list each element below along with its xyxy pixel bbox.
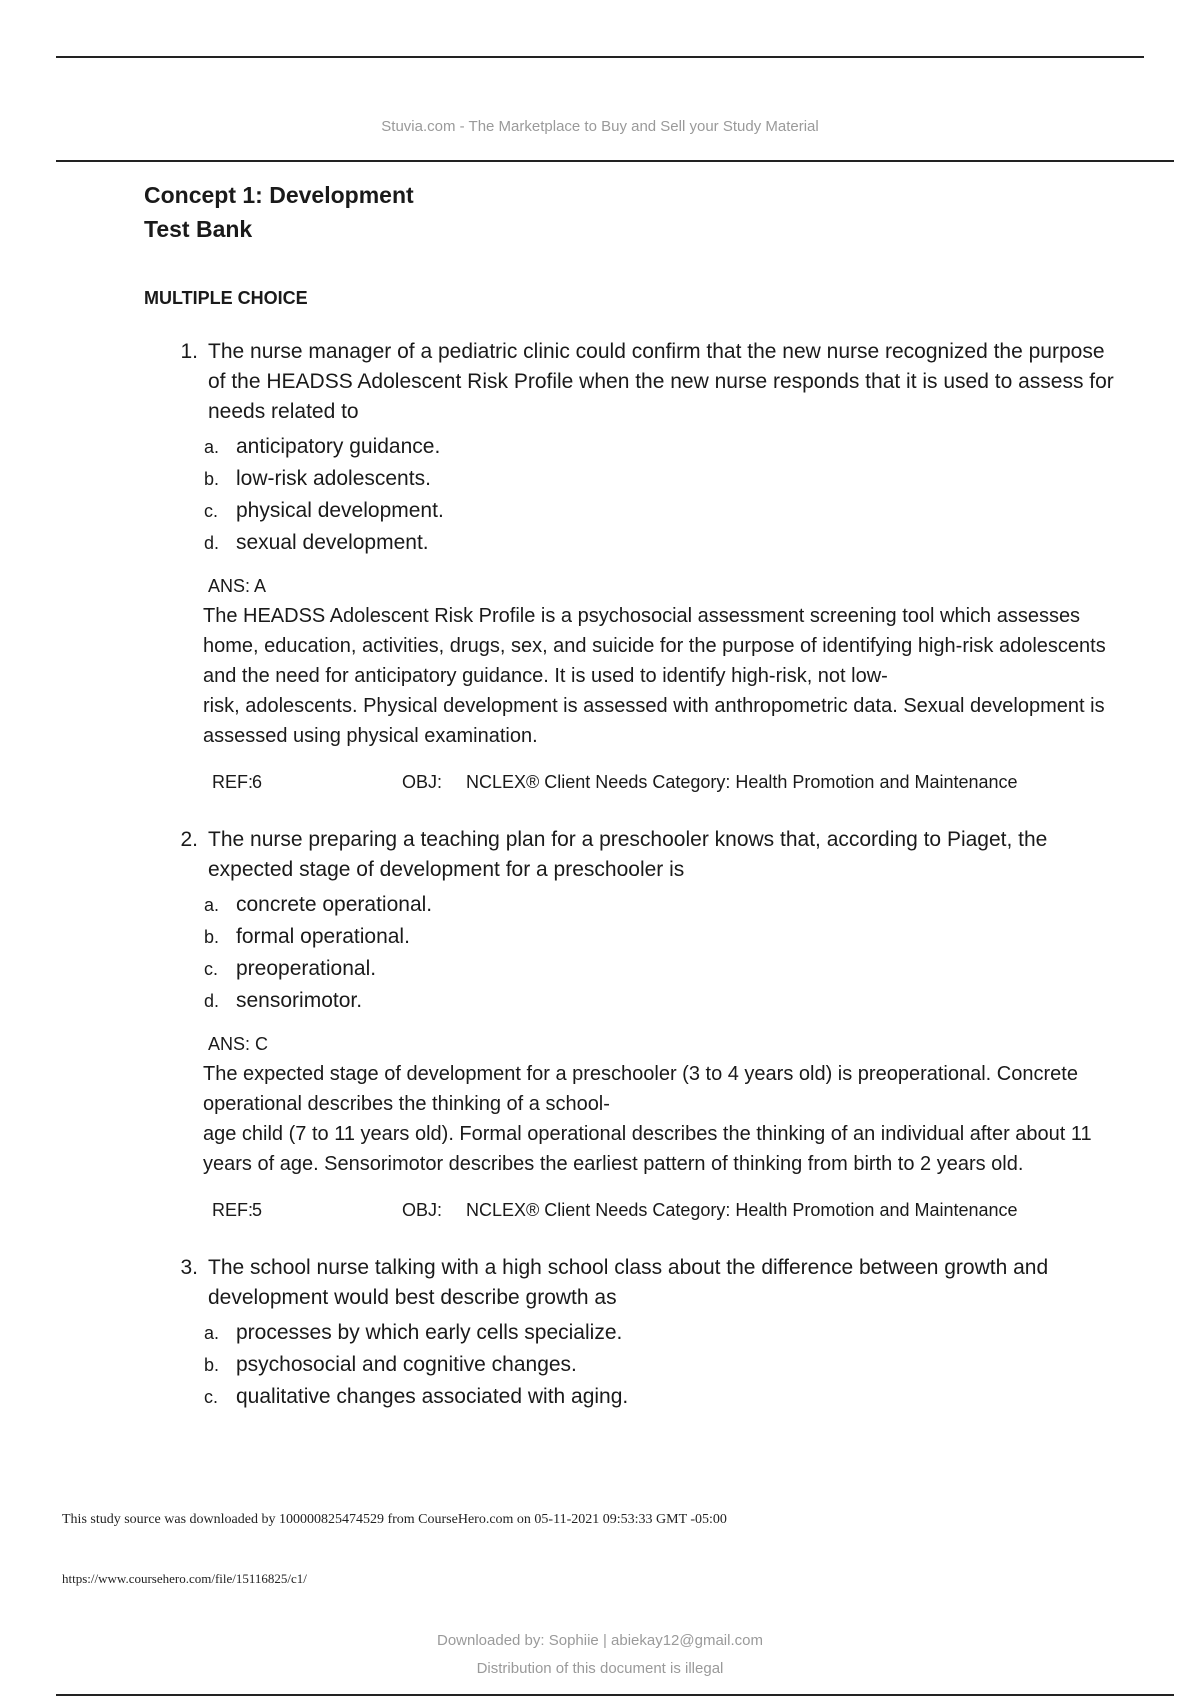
choice-item — [204, 431, 1124, 463]
downloaded-by-note: Downloaded by: Sophiie | abiekay12@gmail.com — [437, 1632, 763, 1649]
choice-letter: a. — [204, 895, 220, 915]
document-subtitle: Test Bank — [144, 216, 253, 242]
header-rule — [56, 160, 1174, 162]
question-number: 2. — [180, 828, 198, 851]
choice-item — [204, 463, 1124, 495]
choice-text: sexual development. — [236, 531, 429, 554]
rationale-paragraph: The expected stage of development for a preschooler (3 to 4 years old) is preoperational. Concrete operational describes the thinking of a school- — [203, 1063, 1078, 1115]
question-stem: The school nurse talking with a high school class about the difference between growth and development would best describe growth as — [208, 1256, 1049, 1309]
choice-item — [204, 889, 1124, 921]
rationale — [203, 601, 1113, 751]
section-heading: MULTIPLE CHOICE — [144, 288, 308, 308]
question-number: 1. — [180, 340, 198, 363]
source-url[interactable]: https://www.coursehero.com/file/15116825/c1/ — [62, 1571, 307, 1586]
choice-text: formal operational. — [236, 925, 410, 948]
obj-value: NCLEX® Client Needs Category: Health Promotion and Maintenance — [466, 772, 1018, 792]
obj-label: OBJ: — [402, 772, 443, 792]
document-title: Concept 1: Development — [144, 182, 414, 208]
answer-key: ANS: C — [208, 1034, 269, 1054]
ref-label: REF: — [212, 1200, 254, 1220]
choice-letter: d. — [204, 991, 220, 1011]
choice-item — [204, 495, 1124, 527]
choice-text: sensorimotor. — [236, 989, 363, 1012]
choice-text: low-risk adolescents. — [236, 467, 431, 490]
question-3 — [144, 1253, 1124, 1413]
distribution-notice: Distribution of this document is illegal — [476, 1660, 724, 1677]
bottom-rule — [56, 1694, 1174, 1696]
choice-letter: b. — [204, 927, 220, 947]
choice-item — [204, 985, 1124, 1017]
choice-text: processes by which early cells specialize. — [236, 1321, 623, 1344]
choice-text: preoperational. — [236, 957, 377, 980]
choice-list — [144, 889, 1124, 1017]
site-header: Stuvia.com - The Marketplace to Buy and Sell your Study Material — [381, 118, 819, 135]
rationale-paragraph: age child (7 to 11 years old). Formal operational describes the thinking of an individual after about 11 years of age. Sensorimotor describes the earliest pattern of thinking from birth to 2 years old. — [203, 1123, 1092, 1175]
reference-line — [212, 1195, 1124, 1225]
obj-label: OBJ: — [402, 1200, 443, 1220]
choice-text: physical development. — [236, 499, 444, 522]
choice-text: psychosocial and cognitive changes. — [236, 1353, 577, 1376]
ref-label: REF: — [212, 772, 254, 792]
choice-item — [204, 527, 1124, 559]
reference-line — [212, 767, 1124, 797]
choice-item — [204, 1317, 1124, 1349]
choice-letter: a. — [204, 437, 220, 457]
question-number: 3. — [180, 1256, 198, 1279]
choice-text: anticipatory guidance. — [236, 435, 441, 458]
choice-item — [204, 1381, 1124, 1413]
question-1 — [144, 337, 1124, 797]
choice-letter: c. — [204, 959, 219, 979]
choice-letter: b. — [204, 469, 220, 489]
rationale-paragraph: The HEADSS Adolescent Risk Profile is a psychosocial assessment screening tool which assesses home, education, activities, drugs, sex, and suicide for the purpose of identifying high-risk adolescents and the need for anticipatory guidance. It is used to identify high-risk, not low- — [203, 605, 1106, 687]
choice-item — [204, 953, 1124, 985]
question-2 — [144, 825, 1124, 1225]
question-stem: The nurse preparing a teaching plan for a preschooler knows that, according to Piaget, the expected stage of development for a preschooler is — [208, 828, 1048, 881]
choice-list — [144, 431, 1124, 559]
rationale-paragraph: risk, adolescents. Physical development is assessed with anthropometric data. Sexual development is assessed using physical examination. — [203, 695, 1105, 747]
choice-list — [144, 1317, 1124, 1413]
question-stem: The nurse manager of a pediatric clinic could confirm that the new nurse recognized the purpose of the HEADSS Adolescent Risk Profile when the new nurse responds that it is used to assess for needs related to — [208, 340, 1114, 423]
answer-key: ANS: A — [208, 576, 267, 596]
choice-letter: c. — [204, 501, 219, 521]
rationale — [203, 1059, 1113, 1179]
choice-text: qualitative changes associated with aging. — [236, 1385, 629, 1408]
choice-letter: b. — [204, 1355, 220, 1375]
top-rule — [56, 56, 1144, 58]
obj-value: NCLEX® Client Needs Category: Health Promotion and Maintenance — [466, 1200, 1018, 1220]
document-body — [144, 178, 1124, 1413]
download-source-note: This study source was downloaded by 100000825474529 from CourseHero.com on 05-11-2021 09:53:33 GMT -05:00 — [62, 1512, 727, 1527]
choice-letter: a. — [204, 1323, 220, 1343]
ref-value: 5 — [252, 1200, 263, 1220]
choice-letter: d. — [204, 533, 220, 553]
choice-item — [204, 1349, 1124, 1381]
choice-item — [204, 921, 1124, 953]
choice-text: concrete operational. — [236, 893, 433, 916]
ref-value: 6 — [252, 772, 263, 792]
choice-letter: c. — [204, 1387, 219, 1407]
